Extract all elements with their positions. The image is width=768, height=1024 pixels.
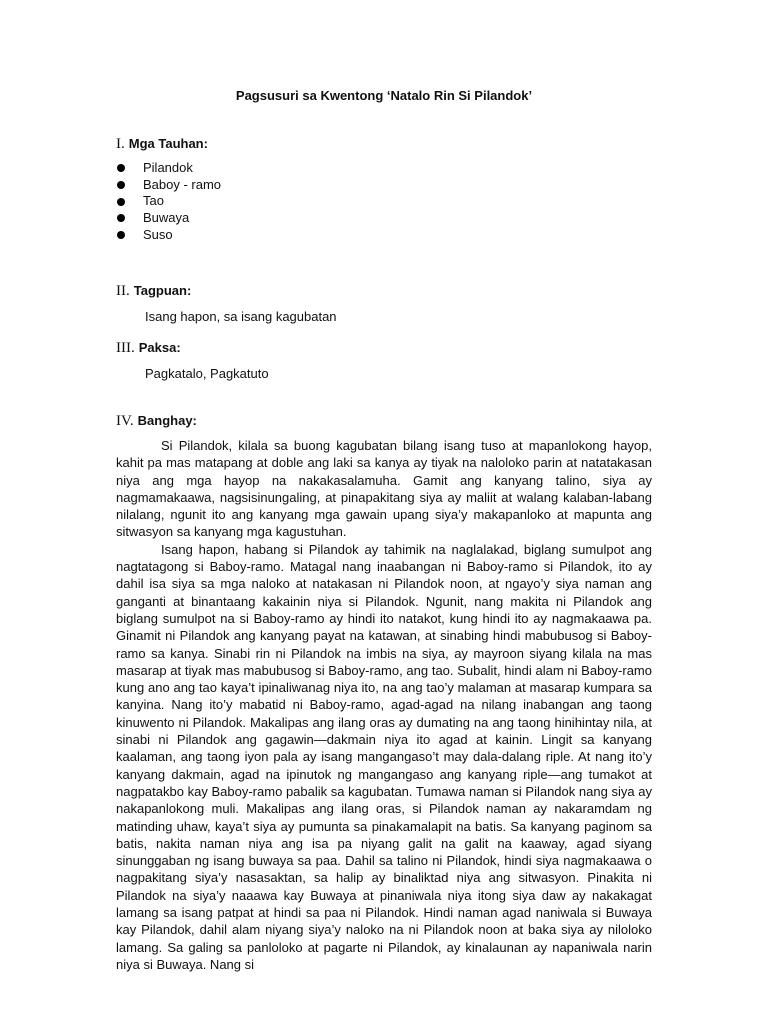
heading-label: Tagpuan:: [133, 283, 192, 298]
list-item: Tao: [116, 193, 221, 210]
bullet-icon: [117, 198, 125, 206]
heading-number: II.: [116, 283, 130, 299]
heading-label: Mga Tauhan:: [128, 136, 208, 151]
paksa-value: Pagkatalo, Pagkatuto: [145, 366, 269, 381]
tauhan-list: [116, 160, 221, 243]
heading-number: III.: [116, 340, 135, 356]
paragraph: Si Pilandok, kilala sa buong kagubatan bilang isang tuso at mapanlokong hayop, kahit pa mas matapang at doble ang laki sa kanya ay tiyak na naloloko parin at natatakasan niya ang mga hayop na nakakasalamuha. Gamit ang kanyang talino, siya ay nagmamakaawa, nagsisinungaling, at pinapakitang siya ay maliit at walang kalaban-labang nilalang, ngunit ito ang kanyang mga gawain upang siya’y makapanloko at mapunta ang sitwasyon sa kanyang mga kagustuhan.: [116, 438, 652, 540]
heading-paksa: [116, 340, 181, 357]
heading-tagpuan: [116, 283, 191, 300]
banghay-body: [116, 437, 652, 973]
tagpuan-value: Isang hapon, sa isang kagubatan: [145, 309, 337, 324]
heading-number: IV.: [116, 413, 134, 429]
document-title: Pagsusuri sa Kwentong ‘Natalo Rin Si Pilandok’: [235, 88, 533, 103]
bullet-icon: [117, 214, 125, 222]
bullet-icon: [117, 181, 125, 189]
heading-tauhan: [116, 136, 208, 153]
list-item: Buwaya: [116, 210, 221, 227]
list-item: Pilandok: [116, 160, 221, 177]
heading-label: Paksa:: [138, 340, 181, 355]
bullet-icon: [117, 164, 125, 172]
heading-banghay: [116, 413, 197, 430]
list-item: Suso: [116, 227, 221, 244]
list-item: Baboy - ramo: [116, 177, 221, 194]
heading-label: Banghay:: [137, 413, 197, 428]
paragraph: Isang hapon, habang si Pilandok ay tahimik na naglalakad, biglang sumulpot ang nagtatagong si Baboy-ramo. Matagal nang inaabangan ni Baboy-ramo si Pilandok, ito ay dahil isa siya sa mga naloko at natakasan ni Pilandok noon, at ngayo’y siya naman ang ganganti at binantaang kakainin niya si Pilandok. Ngunit, nang makita ni Pilandok ang biglang sumulpot na si Baboy-ramo ay hindi ito natakot, kung hindi ito ay nagmakaawa pa. Ginamit ni Pilandok ang kanyang payat na katawan, at sinabing hindi mabubusog si Baboy-ramo sa kanya. Sinabi rin ni Pilandok na imbis na siya, ay mayroon siyang kilala na mas masarap at tiyak mas mabubusog si Baboy-ramo, ang tao. Subalit, hindi alam ni Baboy-ramo kung ano ang tao kaya’t ipinaliwanag niya ito, na ang tao’y malaman at masarap kumpara sa kanyina. Nang ito’y mabatid ni Baboy-ramo, agad-agad na nilang inabangan ang taong kinuwento ni Pilandok. Makalipas ang ilang oras ay dumating na ang taong hinihintay nila, at sinabi ni Pilandok ang gagawin—dakmain niya ito agad at kainin. Lingit sa kanyang kaalaman, ang taong iyon pala ay isang mangangaso’t may dala-dalang riple. At nang ito’y kanyang dakmain, agad na ipinutok ng mangangaso ang kanyang riple—ang tumakot at nagpatakbo kay Baboy-ramo pabalik sa kagubatan. Tumawa naman si Pilandok nang siya ay nakapanlokong muli. Makalipas ang ilang oras, si Pilandok naman ay nakaramdam ng matinding uhaw, kaya’t siya ay pumunta sa pinakamalapit na batis. Sa kanyang paginom sa batis, nakita naman niya ang isa pa niyang galit na galit na kaaway, agad siyang sinunggaban ng isang buwaya sa paa. Dahil sa talino ni Pilandok, hindi siya nagmakaawa o nagpakitang siya’y nasasaktan, sa halip ay binaliktad niya ang sitwasyon. Pinakita ni Pilandok na siya’y naaawa kay Buwaya at pinaniwala niya itong siya daw ay nakakagat lamang sa isang patpat at hindi sa paa ni Pilandok. Hindi naman agad naniwala si Buwaya kay Pilandok, dahil alam niyang siya’y naloko na ni Pilandok noon at baka siya ay niloloko lamang. Sa galing sa panloloko at pagarte ni Pilandok, ay kinalaunan ay napaniwala narin niya si Buwaya. Nang si: [116, 541, 652, 972]
heading-number: I.: [116, 136, 125, 152]
bullet-icon: [117, 231, 125, 239]
